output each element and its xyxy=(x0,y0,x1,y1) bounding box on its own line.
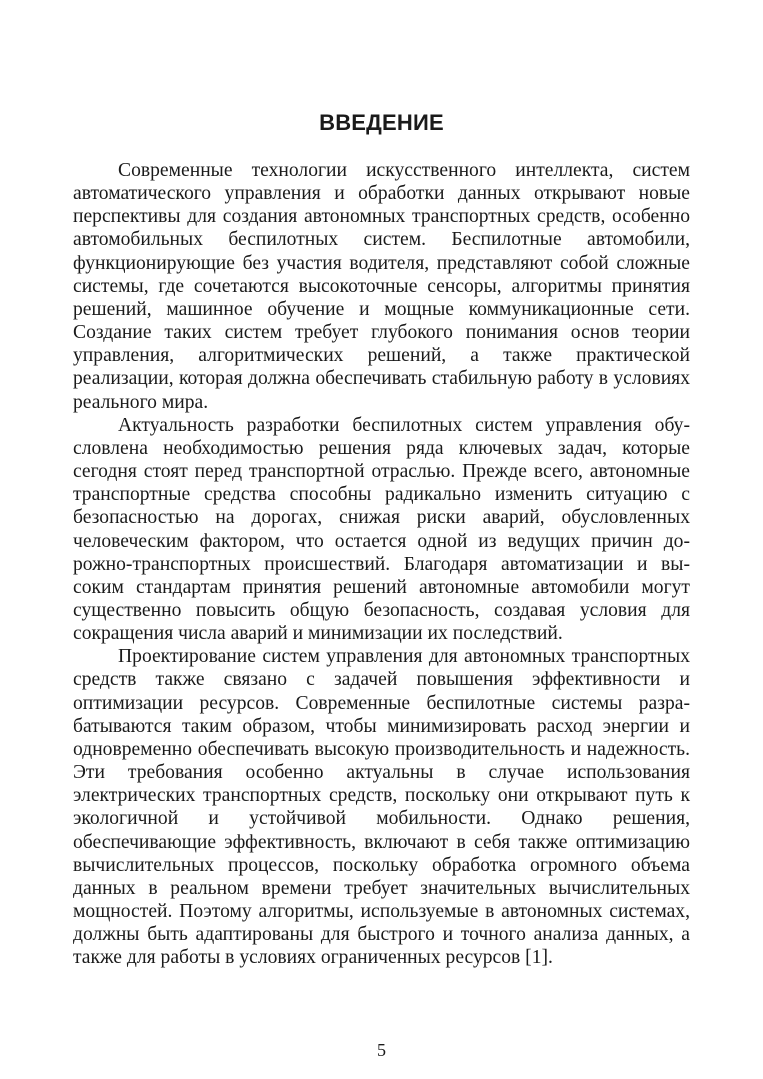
paragraph-design: Проектирование систем управления для автономных транспортных средств также связано с задачей повышения эффективности и оптимизации ресурсов. Современные беспилотные системы разрабатываются таким образом, чтобы минимизировать расход энергии и одновременно обеспечивать высокую производительность и надежность. Эти требования особенно актуальны в случае использования электрических транспортных средств, поскольку они открывают путь к экологичной и устойчивой мобильности. Однако решения, обеспечивающие эффективность, включают в себя также оптимизацию вычислительных процессов, поскольку обработка огромного объема данных в реальном времени требует значительных вычислительных мощностей. Поэтому алгоритмы, используемые в автономных системах, должны быть адаптированы для быстрого и точного анализа данных, а также для работы в условиях ограниченных ресурсов [1]. xyxy=(73,646,690,969)
page-title: ВВЕДЕНИЕ xyxy=(319,110,444,135)
paragraph-intro: Современные технологии искусственного интеллекта, систем автоматического управления и обработки данных открывают новые перспективы для создания автономных транспортных средств, особенно автомобильных беспилотных систем. Беспилотные автомобили, функционирующие без участия водителя, представляют собой сложные системы, где сочетаются высокоточные сенсоры, алгоритмы принятия решений, машинное обучение и мощные коммуникационные сети. Создание таких систем требует глубокого понимания основ теории управления, алгоритмических решений, а также практической реализации, которая должна обеспечивать стабильную работу в условиях реального мира. xyxy=(73,160,690,413)
document-page xyxy=(73,107,690,969)
page-number: 5 xyxy=(377,1040,386,1060)
paragraph-relevance: Актуальность разработки беспилотных систем управления обусловлена необходимостью решения ряда ключевых задач, которые сегодня стоят перед транспортной отраслью. Прежде всего, автономные транспортные средства способны радикально изменить ситуацию с безопасностью на дорогах, снижая риски аварий, обусловленных человеческим фактором, что остается одной из ведущих причин дорожно-транспортных происшествий. Благодаря автоматизации и высоким стандартам принятия решений автономные автомобили могут существенно повысить общую безопасность, создавая условия для сокращения числа аварий и минимизации их последствий. xyxy=(73,414,690,645)
